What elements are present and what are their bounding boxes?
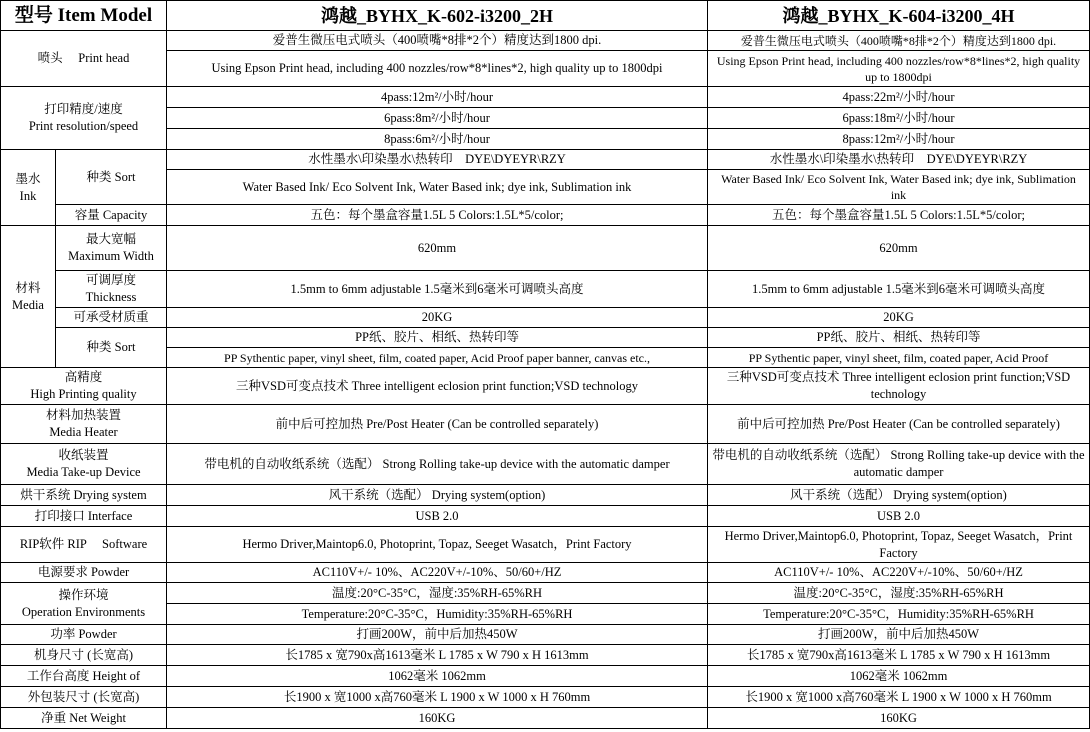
media-weight-col2: 20KG xyxy=(708,308,1090,328)
takeup-label xyxy=(1,444,167,485)
media-width-label-en: Maximum Width xyxy=(68,249,154,263)
rip-label: RIP软件 RIP Software xyxy=(1,527,167,563)
rip-col2: Hermo Driver,Maintop6.0, Photoprint, Topaz, Seeget Wasatch，Print Factory xyxy=(708,527,1090,563)
heater-label-zh: 材料加热装置 xyxy=(46,408,122,422)
interface-row xyxy=(1,506,1090,527)
ink-capacity-label: 容量 Capacity xyxy=(56,205,167,226)
resolution-label-en: Print resolution/speed xyxy=(28,119,139,133)
header-row xyxy=(1,1,1090,31)
ink-sort-col2-zh: 水性墨水\印染墨水\热转印 DYE\DYEYR\RZY xyxy=(708,150,1090,170)
media-group-zh: 材料 xyxy=(15,280,41,295)
body-size-col1: 长1785 x 宽790x高1613毫米 L 1785 x W 790 x H 1613mm xyxy=(167,645,708,666)
power-row xyxy=(1,625,1090,645)
quality-col2: 三种VSD可变点技术 Three intelligent eclosion print function;VSD technology xyxy=(708,368,1090,405)
environment-row xyxy=(1,583,1090,604)
rip-row xyxy=(1,527,1090,563)
package-size-row xyxy=(1,687,1090,708)
package-size-label: 外包装尺寸 (长宽高) xyxy=(1,687,167,708)
media-thickness-col1: 1.5mm to 6mm adjustable 1.5毫米到6毫米可调喷头高度 xyxy=(167,271,708,308)
table-height-label: 工作台高度 Height of xyxy=(1,666,167,687)
media-sort-col2-zh: PP纸、胶片、相纸、热转印等 xyxy=(708,328,1090,348)
media-thickness-label-zh: 可调厚度 xyxy=(86,273,137,287)
model-label: 型号 Item Model xyxy=(1,1,167,31)
takeup-label-en: Media Take-up Device xyxy=(26,465,141,479)
media-width-label-zh: 最大宽幅 xyxy=(86,232,137,246)
takeup-col1: 带电机的自动收纸系统（选配） Strong Rolling take-up device with the automatic damper xyxy=(167,444,708,485)
heater-col1: 前中后可控加热 Pre/Post Heater (Can be controlled separately) xyxy=(167,405,708,444)
ink-sort-col1-zh: 水性墨水\印染墨水\热转印 DYE\DYEYR\RZY xyxy=(167,150,708,170)
media-weight-col1: 20KG xyxy=(167,308,708,328)
media-thickness-label-en: Thickness xyxy=(85,290,137,304)
body-size-row xyxy=(1,645,1090,666)
takeup-label-zh: 收纸装置 xyxy=(58,448,109,462)
table-height-row xyxy=(1,666,1090,687)
quality-label-zh: 高精度 xyxy=(64,370,103,384)
package-size-col2: 长1900 x 宽1000 x高760毫米 L 1900 x W 1000 x H 760mm xyxy=(708,687,1090,708)
media-weight-row xyxy=(1,308,1090,328)
ink-capacity-row xyxy=(1,205,1090,226)
ink-sort-col2-en: Water Based Ink/ Eco Solvent Ink, Water Based ink; dye ink, Sublimation ink xyxy=(708,170,1090,205)
media-width-col1: 620mm xyxy=(167,226,708,271)
resolution-label-zh: 打印精度/速度 xyxy=(44,102,123,116)
resolution-col1-8pass: 8pass:6m²/小时/hour xyxy=(167,129,708,150)
takeup-col2: 带电机的自动收纸系统（选配） Strong Rolling take-up device with the automatic damper xyxy=(708,444,1090,485)
interface-label: 打印接口 Interface xyxy=(1,506,167,527)
net-weight-col2: 160KG xyxy=(708,708,1090,729)
media-group-label xyxy=(1,226,56,368)
ink-sort-row xyxy=(1,150,1090,170)
quality-row xyxy=(1,368,1090,405)
media-width-col2: 620mm xyxy=(708,226,1090,271)
ink-sort-label: 种类 Sort xyxy=(56,150,167,205)
print-head-row xyxy=(1,31,1090,51)
environment-label-en: Operation Environments xyxy=(21,604,146,619)
power-req-row xyxy=(1,563,1090,583)
interface-col1: USB 2.0 xyxy=(167,506,708,527)
drying-label: 烘干系统 Drying system xyxy=(1,485,167,506)
quality-label xyxy=(1,368,167,405)
net-weight-col1: 160KG xyxy=(167,708,708,729)
environment-col1-en: Temperature:20°C-35°C，Humidity:35%RH-65%RH xyxy=(167,604,708,625)
power-label: 功率 Powder xyxy=(1,625,167,645)
environment-col2-zh: 温度:20°C-35°C，湿度:35%RH-65%RH xyxy=(708,583,1090,604)
resolution-col2-8pass: 8pass:12m²/小时/hour xyxy=(708,129,1090,150)
quality-label-en: High Printing quality xyxy=(30,387,137,401)
media-thickness-label xyxy=(56,271,167,308)
environment-col2-en: Temperature:20°C-35°C，Humidity:35%RH-65%RH xyxy=(708,604,1090,625)
print-head-col2-zh: 爱普生微压电式喷头（400喷嘴*8排*2个）精度达到1800 dpi. xyxy=(708,31,1090,51)
media-sort-label: 种类 Sort xyxy=(56,328,167,368)
model-title-col2: 鸿越_BYHX_K-604-i3200_4H xyxy=(708,1,1090,31)
heater-row xyxy=(1,405,1090,444)
drying-col1: 风干系统（选配） Drying system(option) xyxy=(167,485,708,506)
media-sort-col2-en: PP Sythentic paper, vinyl sheet, film, coated paper, Acid Proof xyxy=(708,348,1090,368)
interface-col2: USB 2.0 xyxy=(708,506,1090,527)
environment-label-zh: 操作环境 xyxy=(58,587,109,602)
table-height-col2: 1062毫米 1062mm xyxy=(708,666,1090,687)
power-col2: 打画200W，前中后加热450W xyxy=(708,625,1090,645)
environment-label xyxy=(1,583,167,625)
resolution-col2-6pass: 6pass:18m²/小时/hour xyxy=(708,108,1090,129)
ink-capacity-col2: 五色：每个墨盒容量1.5L 5 Colors:1.5L*5/color; xyxy=(708,205,1090,226)
net-weight-row xyxy=(1,708,1090,729)
net-weight-label: 净重 Net Weight xyxy=(1,708,167,729)
table-height-col1: 1062毫米 1062mm xyxy=(167,666,708,687)
resolution-col1-4pass: 4pass:12m²/小时/hour xyxy=(167,87,708,108)
resolution-row xyxy=(1,87,1090,108)
media-group-en: Media xyxy=(12,297,44,312)
heater-col2: 前中后可控加热 Pre/Post Heater (Can be controlled separately) xyxy=(708,405,1090,444)
media-weight-label: 可承受材质重 xyxy=(56,308,167,328)
body-size-col2: 长1785 x 宽790x高1613毫米 L 1785 x W 790 x H 1613mm xyxy=(708,645,1090,666)
media-thickness-col2: 1.5mm to 6mm adjustable 1.5毫米到6毫米可调喷头高度 xyxy=(708,271,1090,308)
ink-group-zh: 墨水 xyxy=(15,171,41,186)
media-thickness-row xyxy=(1,271,1090,308)
rip-col1: Hermo Driver,Maintop6.0, Photoprint, Topaz, Seeget Wasatch，Print Factory xyxy=(167,527,708,563)
media-width-row xyxy=(1,226,1090,271)
media-width-label xyxy=(56,226,167,271)
ink-sort-col1-en: Water Based Ink/ Eco Solvent Ink, Water Based ink; dye ink, Sublimation ink xyxy=(167,170,708,205)
media-sort-row xyxy=(1,328,1090,348)
media-sort-col1-en: PP Sythentic paper, vinyl sheet, film, coated paper, Acid Proof paper banner, canvas etc., xyxy=(167,348,708,368)
drying-col2: 风干系统（选配） Drying system(option) xyxy=(708,485,1090,506)
resolution-col1-6pass: 6pass:8m²/小时/hour xyxy=(167,108,708,129)
power-col1: 打画200W，前中后加热450W xyxy=(167,625,708,645)
takeup-row xyxy=(1,444,1090,485)
media-sort-col1-zh: PP纸、胶片、相纸、热转印等 xyxy=(167,328,708,348)
resolution-col2-4pass: 4pass:22m²/小时/hour xyxy=(708,87,1090,108)
ink-capacity-col1: 五色：每个墨盒容量1.5L 5 Colors:1.5L*5/color; xyxy=(167,205,708,226)
print-head-col2-en: Using Epson Print head, including 400 nozzles/row*8*lines*2, high quality up to 1800dpi xyxy=(708,51,1090,87)
package-size-col1: 长1900 x 宽1000 x高760毫米 L 1900 x W 1000 x H 760mm xyxy=(167,687,708,708)
model-title-col1: 鸿越_BYHX_K-602-i3200_2H xyxy=(167,1,708,31)
heater-label xyxy=(1,405,167,444)
print-head-label: 喷头 Print head xyxy=(1,31,167,87)
drying-row xyxy=(1,485,1090,506)
resolution-label xyxy=(1,87,167,150)
power-req-col1: AC110V+/- 10%、AC220V+/-10%、50/60+/HZ xyxy=(167,563,708,583)
quality-col1: 三种VSD可变点技术 Three intelligent eclosion print function;VSD technology xyxy=(167,368,708,405)
ink-group-en: Ink xyxy=(19,188,37,203)
body-size-label: 机身尺寸 (长宽高) xyxy=(1,645,167,666)
print-head-col1-zh: 爱普生微压电式喷头（400喷嘴*8排*2个）精度达到1800 dpi. xyxy=(167,31,708,51)
environment-col1-zh: 温度:20°C-35°C，湿度:35%RH-65%RH xyxy=(167,583,708,604)
power-req-col2: AC110V+/- 10%、AC220V+/-10%、50/60+/HZ xyxy=(708,563,1090,583)
print-head-col1-en: Using Epson Print head, including 400 nozzles/row*8*lines*2, high quality up to 1800dpi xyxy=(167,51,708,87)
ink-group-label xyxy=(1,150,56,226)
heater-label-en: Media Heater xyxy=(49,425,118,439)
power-req-label: 电源要求 Powder xyxy=(1,563,167,583)
